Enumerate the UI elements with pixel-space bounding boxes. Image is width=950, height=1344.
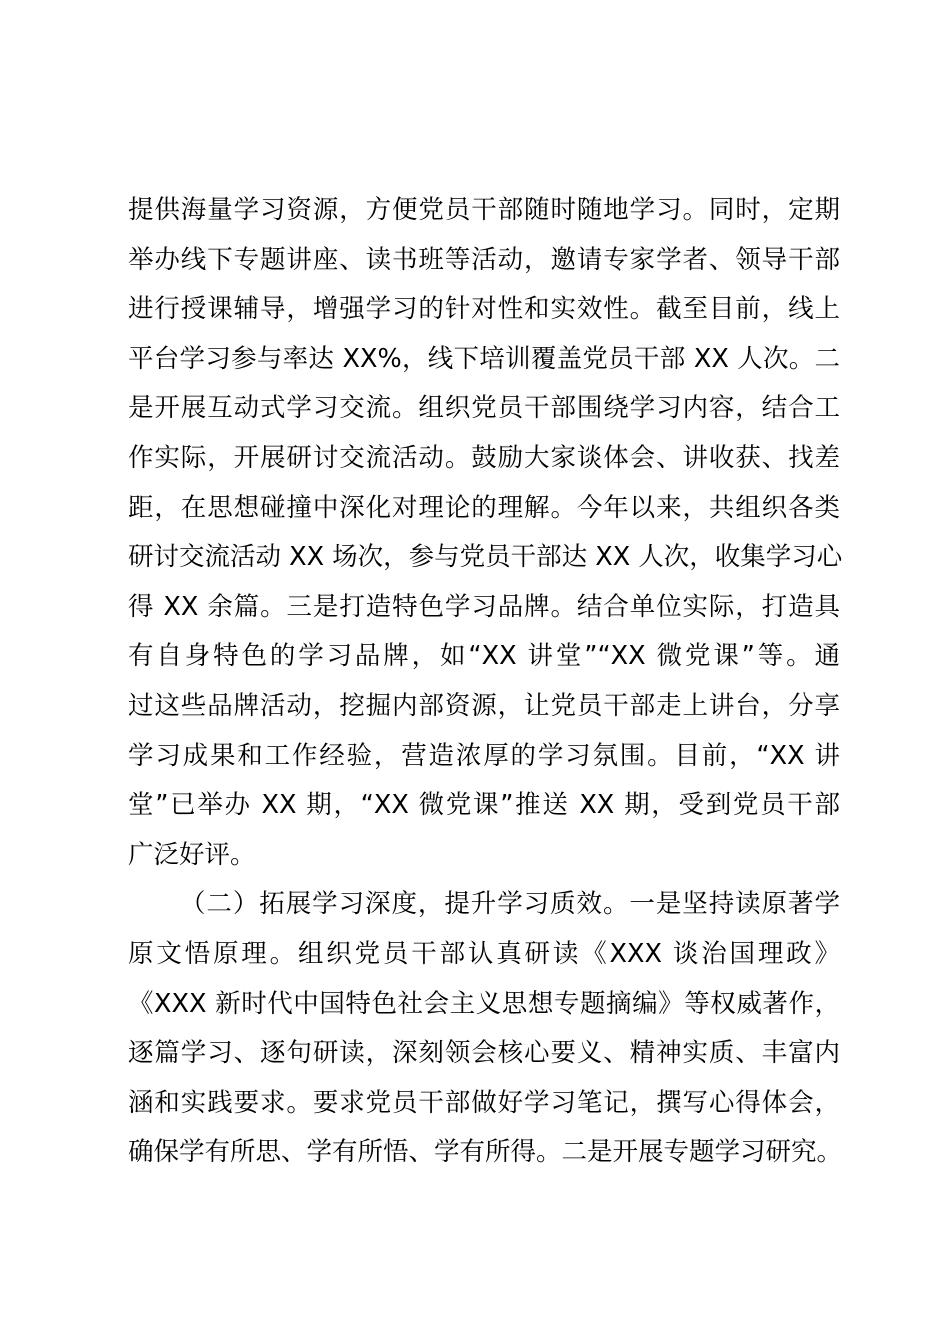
text-line: 过这些品牌活动，挖掘内部资源，让党员干部走上讲台，分享 <box>128 690 840 721</box>
text-line: 堂”已举办 XX 期，“XX 微党课”推送 XX 期，受到党员干部 <box>128 790 840 821</box>
text-line: 《XXX 新时代中国特色社会主义思想专题摘编》等权威著作， <box>128 988 840 1019</box>
text-line: 平台学习参与率达 XX%，线下培训覆盖党员干部 XX 人次。二 <box>128 343 840 374</box>
text-line: 是开展互动式学习交流。组织党员干部围绕学习内容，结合工 <box>128 393 840 424</box>
text-line: 距，在思想碰撞中深化对理论的理解。今年以来，共组织各类 <box>128 492 840 523</box>
text-line: 涵和实践要求。要求党员干部做好学习笔记，撰写心得体会， <box>128 1087 840 1118</box>
text-line: 原文悟原理。组织党员干部认真研读《XXX 谈治国理政》 <box>128 938 840 969</box>
text-line: 有自身特色的学习品牌，如“XX 讲堂”“XX 微党课”等。通 <box>128 641 840 672</box>
text-line: 研讨交流活动 XX 场次，参与党员干部达 XX 人次，收集学习心 <box>128 542 843 573</box>
body-text <box>128 186 843 1178</box>
text-line: 广泛好评。 <box>128 839 256 870</box>
text-line: 进行授课辅导，增强学习的针对性和实效性。截至目前，线上 <box>128 294 840 325</box>
text-line: 举办线下专题讲座、读书班等活动，邀请专家学者、领导干部 <box>128 244 840 275</box>
text-line: 作实际，开展研讨交流活动。鼓励大家谈体会、讲收获、找差 <box>128 442 840 473</box>
text-line: 提供海量学习资源，方便党员干部随时随地学习。同时，定期 <box>128 195 840 225</box>
text-line: 学习成果和工作经验，营造浓厚的学习氛围。目前，“XX 讲 <box>128 740 840 771</box>
text-line: 逐篇学习、逐句研读，深刻领会核心要义、精神实质、丰富内 <box>128 1038 840 1069</box>
section-heading-line: （二）拓展学习深度，提升学习质效。一是坚持读原著学 <box>180 889 840 920</box>
text-line: 确保学有所思、学有所悟、学有所得。二是开展专题学习研究。 <box>128 1137 843 1168</box>
text-line: 得 XX 余篇。三是打造特色学习品牌。结合单位实际，打造具 <box>128 591 840 622</box>
